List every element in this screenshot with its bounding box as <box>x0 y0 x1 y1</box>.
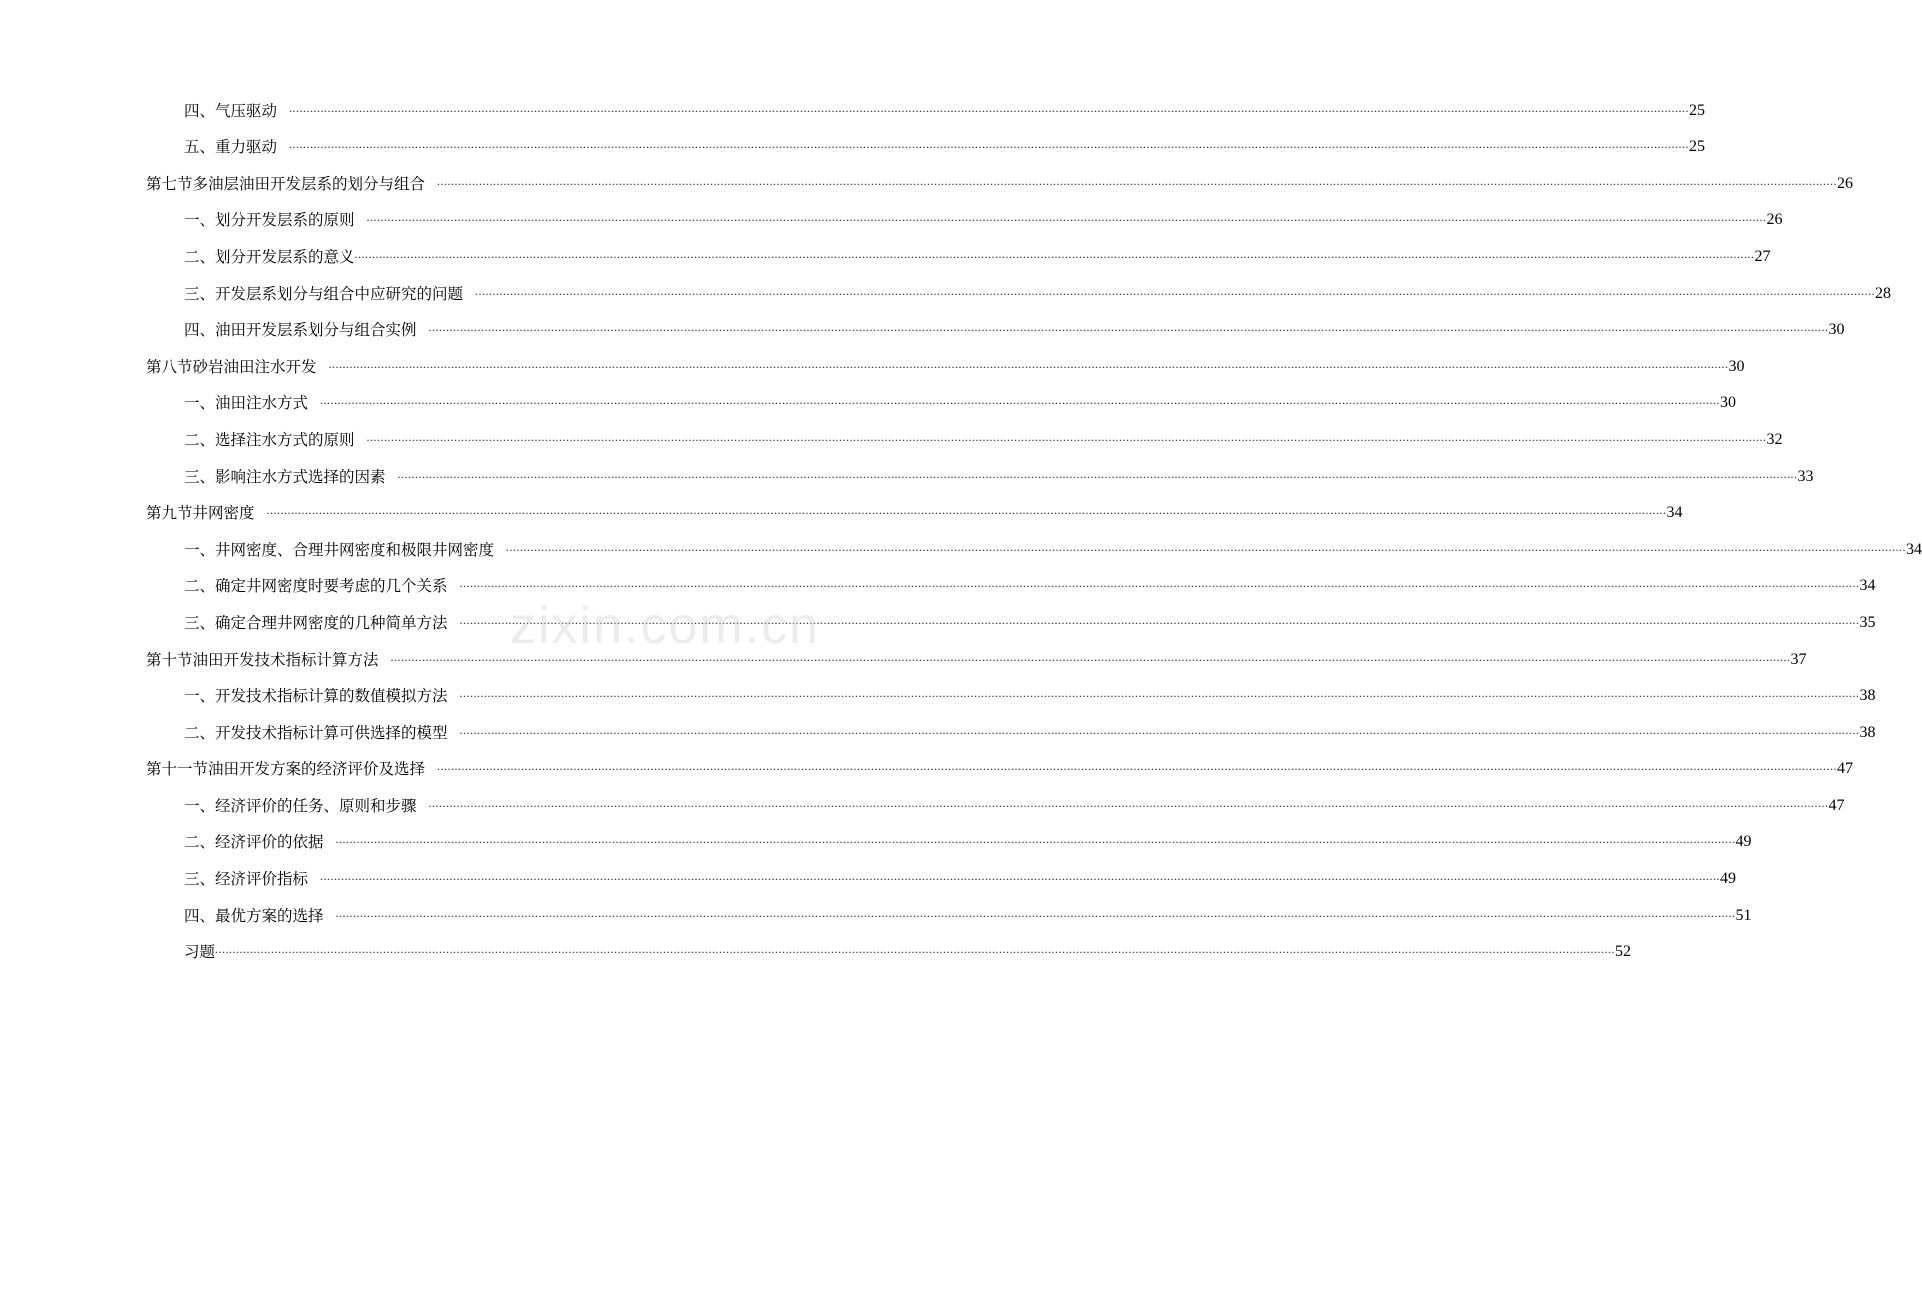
toc-subsection-entry[interactable] <box>146 706 1876 743</box>
toc-page-number: 26 <box>1837 174 1854 192</box>
toc-entry-label: 四、油田开发层系划分与组合实例 <box>184 321 417 340</box>
toc-page-number: 49 <box>1720 870 1737 888</box>
toc-entry-label: 一、划分开发层系的原则 <box>184 211 355 230</box>
toc-subsection-entry[interactable] <box>146 121 1706 158</box>
toc-dot-leader: ................................................................................................................................................................................................................................................................................................................................................................................................................ <box>289 100 1690 115</box>
toc-section-entry[interactable] <box>146 340 1745 377</box>
toc-page-number: 35 <box>1859 613 1876 631</box>
toc-page-number: 38 <box>1859 723 1876 741</box>
toc-subsection-entry[interactable] <box>146 779 1845 816</box>
toc-subsection-entry[interactable] <box>146 889 1752 926</box>
toc-subsection-entry[interactable] <box>146 267 1892 304</box>
toc-page-number: 30 <box>1728 357 1745 375</box>
toc-page-number: 37 <box>1790 650 1807 668</box>
toc-entry-label: 一、开发技术指标计算的数值模拟方法 <box>184 687 448 706</box>
toc-subsection-entry[interactable] <box>146 304 1845 341</box>
toc-dot-leader: ................................................................................................................................................................................................................................................................................................................................................................................................................ <box>459 576 1860 591</box>
toc-dot-leader: ................................................................................................................................................................................................................................................................................................................................................................................................................ <box>428 320 1829 335</box>
toc-page-number: 25 <box>1689 101 1706 119</box>
toc-page-number: 25 <box>1689 138 1706 156</box>
toc-page-number: 32 <box>1766 430 1783 448</box>
toc-dot-leader: ................................................................................................................................................................................................................................................................................................................................................................................................................ <box>390 649 1791 664</box>
toc-dot-leader: ................................................................................................................................................................................................................................................................................................................................................................................................................ <box>366 429 1767 444</box>
toc-subsection-entry[interactable] <box>146 816 1752 853</box>
toc-section-entry[interactable] <box>146 487 1683 524</box>
toc-entry-label: 习题 <box>184 943 216 962</box>
toc-section-entry[interactable] <box>146 743 1854 780</box>
toc-subsection-entry[interactable] <box>146 230 1771 267</box>
toc-page-number: 30 <box>1828 321 1845 339</box>
toc-entry-label: 三、确定合理井网密度的几种简单方法 <box>184 613 448 632</box>
toc-page-number: 26 <box>1766 211 1783 229</box>
toc-dot-leader: ................................................................................................................................................................................................................................................................................................................................................................................................................ <box>328 356 1729 371</box>
toc-subsection-entry[interactable] <box>146 596 1876 633</box>
toc-dot-leader: ................................................................................................................................................................................................................................................................................................................................................................................................................ <box>320 393 1721 408</box>
toc-section-entry[interactable] <box>146 633 1807 670</box>
toc-entry-label: 三、影响注水方式选择的因素 <box>184 467 386 486</box>
toc-page-number: 52 <box>1615 943 1632 961</box>
toc-subsection-entry[interactable] <box>146 670 1876 707</box>
table-of-contents <box>146 84 1922 962</box>
toc-subsection-entry[interactable] <box>146 377 1737 414</box>
toc-dot-leader: ................................................................................................................................................................................................................................................................................................................................................................................................................ <box>335 832 1736 847</box>
toc-subsection-entry[interactable] <box>146 926 1632 963</box>
toc-page-number: 38 <box>1859 687 1876 705</box>
toc-dot-leader: ................................................................................................................................................................................................................................................................................................................................................................................................................ <box>437 759 1838 774</box>
toc-dot-leader: ................................................................................................................................................................................................................................................................................................................................................................................................................ <box>320 869 1721 884</box>
toc-dot-leader: ................................................................................................................................................................................................................................................................................................................................................................................................................ <box>475 283 1876 298</box>
toc-dot-leader: ................................................................................................................................................................................................................................................................................................................................................................................................................ <box>459 722 1860 737</box>
toc-entry-label: 第七节多油层油田开发层系的划分与组合 <box>146 174 426 193</box>
toc-subsection-entry[interactable] <box>146 413 1783 450</box>
toc-dot-leader: ................................................................................................................................................................................................................................................................................................................................................................................................................ <box>289 137 1690 152</box>
toc-entry-label: 二、划分开发层系的意义 <box>184 247 355 266</box>
toc-dot-leader: ................................................................................................................................................................................................................................................................................................................................................................................................................ <box>215 942 1616 957</box>
toc-entry-label: 第九节井网密度 <box>146 504 255 523</box>
toc-entry-label: 一、油田注水方式 <box>184 394 309 413</box>
toc-dot-leader: ................................................................................................................................................................................................................................................................................................................................................................................................................ <box>397 466 1798 481</box>
toc-dot-leader: ................................................................................................................................................................................................................................................................................................................................................................................................................ <box>437 173 1838 188</box>
toc-entry-label: 三、开发层系划分与组合中应研究的问题 <box>184 284 464 303</box>
toc-subsection-entry[interactable] <box>146 84 1706 121</box>
toc-page-number: 28 <box>1875 284 1892 302</box>
toc-subsection-entry[interactable] <box>146 450 1814 487</box>
toc-subsection-entry[interactable] <box>146 194 1783 231</box>
toc-page-number: 47 <box>1837 760 1854 778</box>
toc-page-number: 34 <box>1859 577 1876 595</box>
toc-entry-label: 一、经济评价的任务、原则和步骤 <box>184 796 417 815</box>
toc-dot-leader: ................................................................................................................................................................................................................................................................................................................................................................................................................ <box>506 539 1907 554</box>
toc-entry-label: 二、经济评价的依据 <box>184 833 324 852</box>
toc-entry-label: 二、开发技术指标计算可供选择的模型 <box>184 723 448 742</box>
toc-page-number: 27 <box>1754 247 1771 265</box>
toc-entry-label: 第八节砂岩油田注水开发 <box>146 357 317 376</box>
toc-dot-leader: ................................................................................................................................................................................................................................................................................................................................................................................................................ <box>428 795 1829 810</box>
toc-dot-leader: ................................................................................................................................................................................................................................................................................................................................................................................................................ <box>354 246 1755 261</box>
toc-page-number: 49 <box>1735 833 1752 851</box>
toc-entry-label: 二、确定井网密度时要考虑的几个关系 <box>184 577 448 596</box>
toc-entry-label: 第十节油田开发技术指标计算方法 <box>146 650 379 669</box>
toc-page-number: 30 <box>1720 394 1737 412</box>
toc-dot-leader: ................................................................................................................................................................................................................................................................................................................................................................................................................ <box>459 612 1860 627</box>
toc-subsection-entry[interactable] <box>146 560 1876 597</box>
toc-dot-leader: ................................................................................................................................................................................................................................................................................................................................................................................................................ <box>335 905 1736 920</box>
watermark: zixin.com.cn <box>510 597 821 655</box>
toc-page-number: 34 <box>1666 504 1683 522</box>
toc-entry-label: 第十一节油田开发方案的经济评价及选择 <box>146 760 426 779</box>
toc-entry-label: 四、气压驱动 <box>184 101 278 120</box>
toc-subsection-entry[interactable] <box>146 523 1922 560</box>
toc-entry-label: 三、经济评价指标 <box>184 870 309 889</box>
toc-dot-leader: ................................................................................................................................................................................................................................................................................................................................................................................................................ <box>459 686 1860 701</box>
toc-entry-label: 四、最优方案的选择 <box>184 906 324 925</box>
toc-section-entry[interactable] <box>146 157 1854 194</box>
toc-entry-label: 一、井网密度、合理井网密度和极限井网密度 <box>184 540 495 559</box>
toc-subsection-entry[interactable] <box>146 852 1737 889</box>
toc-page-number: 51 <box>1735 906 1752 924</box>
toc-dot-leader: ................................................................................................................................................................................................................................................................................................................................................................................................................ <box>266 503 1667 518</box>
toc-page-number: 34 <box>1906 540 1922 558</box>
toc-entry-label: 五、重力驱动 <box>184 138 278 157</box>
toc-entry-label: 二、选择注水方式的原则 <box>184 430 355 449</box>
toc-page-number: 33 <box>1797 467 1814 485</box>
toc-page-number: 47 <box>1828 796 1845 814</box>
toc-dot-leader: ................................................................................................................................................................................................................................................................................................................................................................................................................ <box>366 210 1767 225</box>
